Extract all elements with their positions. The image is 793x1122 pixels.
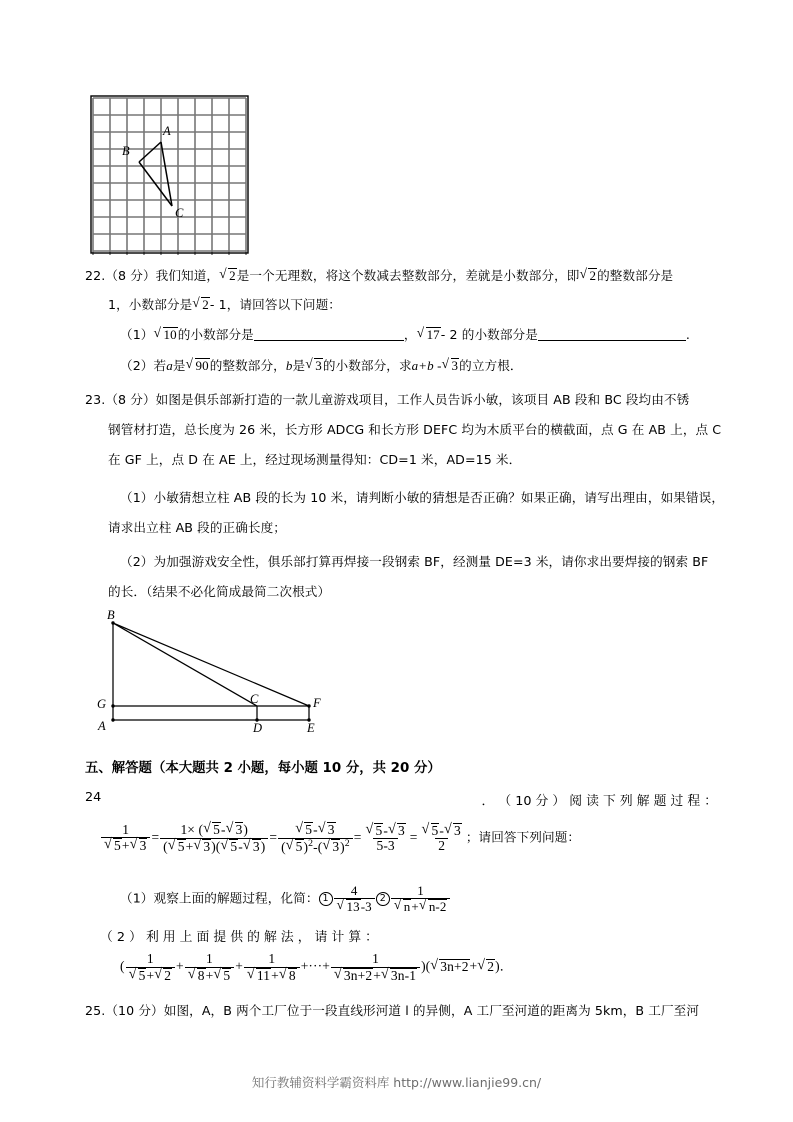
q24-sum-period: ． xyxy=(499,958,513,974)
q24-step2-den-rad-a: √ 5 xyxy=(168,839,186,855)
q22-var-a: a xyxy=(166,358,173,373)
q22-line1-c: 的整数部分是 xyxy=(597,268,674,283)
q22-sub2-e: 的小数部分，求 xyxy=(322,358,412,373)
q23-sub2-line-1: （2）为加强游戏安全性，俱乐部打算再焊接一段钢索 BF，经测量 DE=3 米，请你求出要焊接的钢索 BF xyxy=(120,554,709,569)
q24-sub1-rad-n: √ n xyxy=(394,899,412,914)
q23-line-2: 钢管材打造，总长度为 26 米，长方形 ADCG 和长方形 DEFC 均为木质平台的横截面，点 G 在 AB 上，点 C xyxy=(108,422,722,437)
q23-label-g: G xyxy=(97,697,107,711)
q24-step1-rad-b: √ 3 xyxy=(130,838,148,854)
q24-sum-term-3 xyxy=(244,952,300,983)
q24-sum-close: ) xyxy=(421,958,426,974)
q22-radical-three-1: √ 3 xyxy=(305,358,323,372)
q22-expr-ab: a+b - xyxy=(411,358,442,373)
q24-sum-t4-den: √ 3n+2+ √ 3n-1 xyxy=(331,967,420,984)
q24-sum-t2-rad-b: √ 5 xyxy=(213,968,231,984)
q23-label-f: F xyxy=(313,696,321,710)
triangle-grid-figure xyxy=(89,94,267,264)
q24-sum-t1-num: 1 xyxy=(146,951,154,966)
q24-sum-t3-rad-a: √ 11 xyxy=(247,968,271,984)
q22-sub2-d: 是 xyxy=(292,358,306,373)
q22-radical-three-2: √ 3 xyxy=(442,358,460,372)
q24-step1-num: 1 xyxy=(122,821,130,837)
q23-label-b: B xyxy=(107,608,115,622)
q22-sub1-b: 的小数部分是 xyxy=(177,327,254,342)
grid-vertex-label-b: B xyxy=(122,144,130,158)
q22-answer-blank-2[interactable] xyxy=(538,328,686,341)
q24-step5-num: √ 5- √ 3 xyxy=(419,823,465,839)
q24-sub1-frac2-den: √ n+ √ n-2 xyxy=(391,898,451,914)
grid-lines xyxy=(93,98,246,255)
q24-intro xyxy=(85,790,717,809)
q24-step2-den-rad-c: √ 5 xyxy=(220,839,238,855)
q22-radical-two-2: √ 2 xyxy=(579,268,597,282)
q22-sub1-e: . xyxy=(685,327,691,342)
q22-line1-b: 是一个无理数，将这个数减去整数部分，差就是小数部分，即 xyxy=(236,268,580,283)
q24-frac-step3 xyxy=(278,822,353,855)
q24-sum-expression: ( 1 √ 5+ √ 2 + 1 √ 8+ √ 5 + 1 √ 11+ √ 8 +···+ 1 √ 3n+2+ √ 3n-1 )( √ 3n+2+ √ 2)． xyxy=(120,952,512,983)
q23-figure-svg xyxy=(85,608,330,743)
q22-radical-ninety: √ 90 xyxy=(186,358,210,372)
q24-worked-example xyxy=(100,822,580,855)
q24-step3-den-rad-a: √ 5 xyxy=(286,839,304,855)
q23-sub1-line-2: 请求出立柱 AB 段的正确长度； xyxy=(108,520,286,535)
q24-eq-4: = xyxy=(409,829,418,845)
q24-frac-step5 xyxy=(419,823,465,854)
q24-number: 24 xyxy=(85,790,102,805)
q22-sub1-c: ， xyxy=(403,327,417,342)
grid-vertex-label-a: A xyxy=(163,124,171,138)
q23-sub1-line-1: （1）小敏猜想立柱 AB 段的长为 10 米，请判断小敏的猜想是否正确？如果正确，请写出理由，如果错误， xyxy=(120,490,725,505)
q23-label-a: A xyxy=(98,719,106,733)
q24-item-marker-2: 2 xyxy=(376,892,390,906)
q24-frac-step1 xyxy=(101,823,150,854)
q22-number: 22 xyxy=(85,268,102,283)
q24-tail: ；请回答下列问题： xyxy=(465,829,581,845)
q22-answer-blank-1[interactable] xyxy=(254,328,404,341)
q24-sum-t4-rad-a: √ 3n+2 xyxy=(334,968,373,984)
q24-sub1-rad-13: √ 13 xyxy=(337,899,361,914)
q24-sum-t4-num: 1 xyxy=(372,951,379,966)
grid-border xyxy=(91,96,248,253)
q22-radical-two-3: √ 2 xyxy=(192,297,210,311)
q22-sub1-a: （1） xyxy=(120,327,154,342)
q24-step2-num: 1× ( √ 5- √ 3) xyxy=(177,822,251,838)
q24-intro-text: ． （ 10 分 ） 阅 读 下 列 解 题 过 程 ： xyxy=(481,794,717,809)
q22-line1-a: 我们知道， xyxy=(155,268,220,283)
q22-radical-two-1: √ 2 xyxy=(219,268,237,282)
q24-step3-rad-b: √ 3 xyxy=(318,822,336,838)
q24-step1-den: √ 5+ √ 3 xyxy=(101,837,150,854)
q24-sum-factor-rad-a: √ 3n+2 xyxy=(430,959,469,974)
q22-line2-b: - 1，请回答以下问题： xyxy=(209,297,341,312)
q22-radical-ten: √ 10 xyxy=(154,327,178,341)
q24-sub1-frac1-num: 4 xyxy=(350,883,358,898)
q23-sub2-line-2: 的长．（结果不必化简成最简二次根式） xyxy=(108,584,331,599)
q23-label-e: E xyxy=(307,721,315,735)
q23-geometry-figure xyxy=(85,608,330,748)
q24-sub1-frac-2 xyxy=(391,884,451,914)
q24-sum-t2-num: 1 xyxy=(206,951,213,966)
q24-step1-rad-a: √ 5 xyxy=(104,838,122,854)
q22-var-b: b xyxy=(285,358,293,373)
q24-sub1-frac2-num: 1 xyxy=(417,883,424,898)
q24-eq-2: = xyxy=(269,829,278,845)
q23-line1-text: 如图是俱乐部新打造的一款儿童游戏项目，工作人员告诉小敏，该项目 AB 段和 BC 段均由不锈 xyxy=(155,392,690,407)
q24-step2-rad-b: √ 3 xyxy=(226,822,244,838)
q24-step2-rad-a: √ 5 xyxy=(203,822,221,838)
q24-sum-term-2 xyxy=(185,952,234,983)
q23-figure-strokes xyxy=(113,623,309,720)
q24-step3-rad-a: √ 5 xyxy=(295,822,313,838)
q24-step3-num: √ 5- √ 3 xyxy=(292,822,338,838)
q24-sum-term-1 xyxy=(126,952,175,983)
q24-sub1 xyxy=(120,884,451,914)
q24-sum-t2-rad-a: √ 8 xyxy=(188,968,206,984)
q24-sub2-text: （ 2 ） 利 用 上 面 提 供 的 解 法 ， 请 计 算 ： xyxy=(100,930,378,945)
grid-vertex-label-c: C xyxy=(175,206,184,220)
q24-sub1-frac-1 xyxy=(334,884,375,914)
q22-line-2 xyxy=(108,297,341,312)
q22-sub2 xyxy=(120,358,523,373)
q24-sum-t4-rad-b: √ 3n-1 xyxy=(381,968,417,984)
q24-step3-den: ( √ 5)$^2$-( √ 3)$^2$ xyxy=(278,838,353,855)
q24-sum-factor-rad-b: √ 2 xyxy=(477,959,495,974)
q22-line-1: 22.（8 分）我们知道， √ 2是一个无理数，将这个数减去整数部分，差就是小数部分，即 √ 2的整数部分是 xyxy=(85,268,673,283)
q24-sum-t3-rad-b: √ 8 xyxy=(279,968,297,984)
q25-score: （10 分） xyxy=(105,1003,164,1018)
q22-line2-a: 1，小数部分是 xyxy=(108,297,193,312)
q24-step4-rad-b: √ 3 xyxy=(388,823,406,839)
q24-eq-3: = xyxy=(353,829,362,845)
q22-sub2-f: 的立方根． xyxy=(459,358,523,373)
q24-item-marker-1: 1 xyxy=(319,892,333,906)
q24-step5-rad-a: √ 5 xyxy=(422,823,440,839)
q23-score: （8 分） xyxy=(105,392,156,407)
q24-sub1-rad-n-2: √ n-2 xyxy=(419,899,448,914)
q23-label-d: D xyxy=(253,721,263,735)
q24-step2-den-rad-d: √ 3 xyxy=(243,839,261,855)
q24-step3-den-rad-b: √ 3 xyxy=(322,839,340,855)
q24-sum-t3-den: √ 11+ √ 8 xyxy=(244,967,300,984)
q23-number: 23 xyxy=(85,392,102,407)
q24-sub1-label: （1）观察上面的解题过程，化简： xyxy=(120,890,319,906)
q23-label-c: C xyxy=(250,692,259,706)
q24-step2-den: ( √ 5+ √ 3)( √ 5- √ 3) xyxy=(160,838,268,855)
q24-sum-term-4 xyxy=(331,952,420,983)
q22-score: （8 分） xyxy=(105,268,156,283)
q25-line-1: 25.（10 分）如图，A，B 两个工厂位于一段直线形河道 l 的异侧，A 工厂至河道的距离为 5km，B 工厂至河 xyxy=(85,1003,700,1018)
q22-sub2-b: 是 xyxy=(172,358,186,373)
q24-step5-rad-b: √ 3 xyxy=(444,823,462,839)
q22-radical-seventeen: √ 17 xyxy=(417,327,441,341)
q24-sum-ellipsis: +···+ xyxy=(300,958,330,974)
q22-sub1 xyxy=(120,327,690,342)
q23-line-1: 23.（8 分）如图是俱乐部新打造的一款儿童游戏项目，工作人员告诉小敏，该项目 AB 段和 BC 段均由不锈 xyxy=(85,392,690,407)
q24-step5-den: 2 xyxy=(435,838,448,854)
q24-sum-t1-rad-b: √ 2 xyxy=(154,968,172,984)
q22-sub2-c: 的整数部分， xyxy=(209,358,286,373)
q23-line-3: 在 GF 上，点 D 在 AE 上，经过现场测量得知：CD=1 米，AD=15 米． xyxy=(108,452,522,467)
q22-sub1-d: - 2 的小数部分是 xyxy=(440,327,538,342)
q24-sub1-frac1-den: √ 13-3 xyxy=(334,898,375,914)
q24-step4-den: 5-3 xyxy=(373,838,397,854)
q24-sum-t2-den: √ 8+ √ 5 xyxy=(185,967,234,984)
q24-step4-num: √ 5- √ 3 xyxy=(362,823,408,839)
q23-figure-points xyxy=(111,621,310,721)
q24-sum-open: ( xyxy=(120,958,125,974)
q24-sum-t1-den: √ 5+ √ 2 xyxy=(126,967,175,984)
footer-watermark: 知行教辅资料学霸资料库 http://www.lianjie99.cn/ xyxy=(251,1075,542,1090)
q24-eq-1: = xyxy=(151,829,160,845)
triangle-grid-svg xyxy=(89,94,267,259)
q24-sum-t3-num: 1 xyxy=(268,951,276,966)
q24-step4-rad-a: √ 5 xyxy=(365,823,383,839)
q24-step2-den-rad-b: √ 3 xyxy=(193,839,211,855)
q25-line1-text: 如图，A，B 两个工厂位于一段直线形河道 l 的异侧，A 工厂至河道的距离为 5km，B 工厂至河 xyxy=(163,1003,700,1018)
q25-number: 25 xyxy=(85,1003,102,1018)
q24-frac-step2 xyxy=(160,822,268,854)
q24-sum-t1-rad-a: √ 5 xyxy=(129,968,147,984)
section-5-heading: 五、解答题（本大题共 2 小题，每小题 10 分，共 20 分） xyxy=(85,761,441,776)
q24-sub2-intro xyxy=(100,926,717,945)
q22-sub2-a: （2）若 xyxy=(120,358,167,373)
q24-frac-step4 xyxy=(362,823,408,854)
